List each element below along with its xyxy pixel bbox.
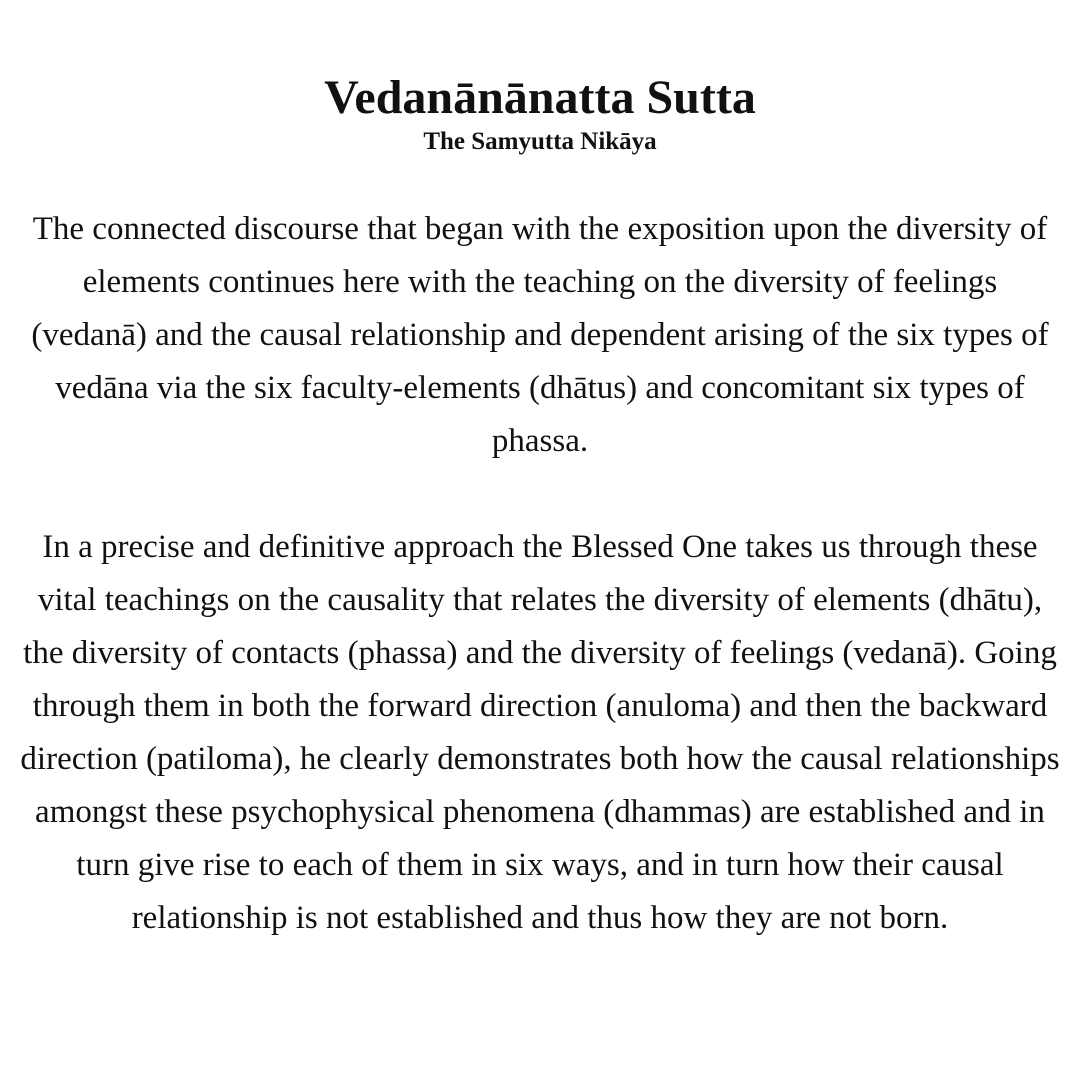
page-subtitle: The Samyutta Nikāya	[423, 128, 657, 155]
page-title: Vedanānānatta Sutta	[324, 71, 756, 124]
intro-paragraph: The connected discourse that began with the exposition upon the diversity of elements continues here with the teaching on the diversity of feelings (vedanā) and the causal relationship and dependent arising of the six types of vedāna via the six faculty-elements (dhātus) and concomitant six types of phassa.	[31, 211, 1049, 459]
body-paragraph: In a precise and definitive approach the Blessed One takes us through these vital teachings on the causality that relates the diversity of elements (dhātu), the diversity of contacts (phassa) and the diversity of feelings (vedanā). Going through them in both the forward direction (anuloma) and then the backward direction (patiloma), he clearly demonstrates both how the causal relationships amongst these psychophysical phenomena (dhammas) are established and in turn give rise to each of them in six ways, and in turn how their causal relationship is not established and thus how they are not born.	[20, 529, 1060, 936]
